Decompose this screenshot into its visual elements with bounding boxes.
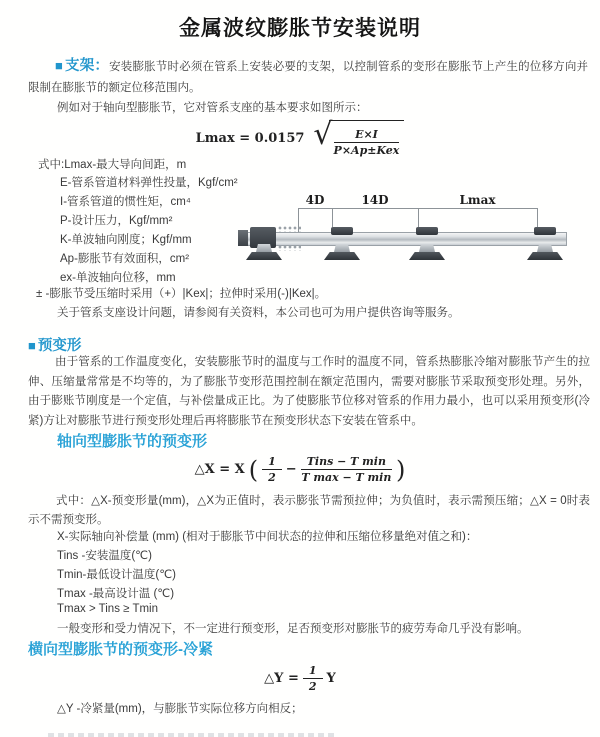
support-base (324, 252, 360, 260)
where-line-lmax: 式中:Lmax-最大导向间距，m (38, 159, 187, 171)
where-line-ex: ex-单波轴向位移，mm (60, 272, 176, 284)
clipped-text-line (48, 733, 338, 737)
deltay-numerator: 1 (303, 664, 323, 679)
section-square-icon: ■ (55, 58, 64, 73)
dim-label-lmax: Lmax (459, 193, 496, 207)
support-intro-text: 安装膨胀节时必须在管系上安装必要的支架，以控制管系的变形在膨胀节上产生的位移方向并限制在膨胀节的额定位移范围内。 (28, 61, 589, 94)
pipe-support (246, 227, 282, 259)
pipe-support (409, 227, 445, 259)
formula-deltax-lhs: △X = X (194, 462, 245, 477)
axial-line-tins: Tins -安装温度(℃) (57, 550, 152, 562)
support-clamp (534, 227, 556, 235)
axial-line-tmax: Tmax -最高设计温 (℃) (57, 588, 175, 600)
predeform-heading-text: 预变形 (37, 338, 82, 354)
formula-deltay-rhs: Y (326, 671, 336, 686)
where-line-p: P-设计压力，Kgf/mm² (60, 215, 173, 227)
formula-lmax-denominator: P×Ap±Kex (333, 144, 400, 157)
axial-line-tmin: Tmin-最低设计温度(℃) (57, 569, 176, 581)
axial-predeform-heading: 轴向型膨胀节的预变形 (57, 433, 208, 450)
dim-label-14d: 14D (361, 193, 389, 207)
pipe-support (527, 227, 563, 259)
temp-numerator: Tins − T min (301, 455, 392, 470)
deltay-denominator: 2 (308, 680, 317, 693)
deltax-note-paragraph: 式中：△X-预变形量(mm)，△X为正值时，表示膨张节需预拉伸；为负值时，表示需预压缩；△X = 0时表示不需预变形。 (28, 495, 590, 526)
support-closing-line: 关于管系支座设计问题，请参阅有关资料，本公司也可为用户提供咨询等服务。 (57, 307, 460, 319)
formula-lmax-lhs: Lmax = 0.0157 (195, 131, 305, 146)
where-line-i: I-管系管道的惯性矩，cm⁴ (60, 196, 191, 208)
dimension-tick (332, 208, 333, 227)
half-denominator: 2 (268, 471, 276, 484)
support-intro-paragraph (28, 55, 588, 99)
support-stem (334, 244, 350, 252)
half-numerator: 1 (262, 455, 282, 470)
minus-sign: − (285, 462, 297, 477)
support-base (409, 252, 445, 260)
support-clamp (416, 227, 438, 235)
formula-deltax (0, 455, 600, 484)
section-predeform-heading (28, 334, 81, 355)
lateral-predeform-heading: 横向型膨胀节的预变形-冷紧 (28, 641, 213, 658)
support-clamp (331, 227, 353, 235)
dimension-tick (418, 208, 419, 227)
where-line-k: K-单波轴向刚度；Kgf/mm (60, 234, 192, 246)
deltay-note-line: △Y -冷紧量(mm)，与膨胀节实际位移方向相反； (57, 703, 303, 715)
where-line-ap: Ap-膨胀节有效面积，cm² (60, 253, 190, 265)
dim-label-4d: 4D (305, 193, 325, 207)
section-support-heading: 支架： (65, 58, 110, 74)
pipe (239, 232, 567, 246)
section-square-icon: ■ (28, 338, 36, 353)
support-example-line: 例如对于轴向型膨胀节，它对管系支座的基本要求如图所示： (57, 102, 368, 114)
support-stem (419, 244, 435, 252)
support-base (527, 252, 563, 260)
formula-deltay (0, 664, 600, 693)
support-stem (256, 244, 272, 252)
axial-line-compare: Tmax > Tins ≥ Tmin (57, 603, 158, 615)
formula-lmax-numerator: E×I (334, 128, 400, 143)
pipe-support (324, 227, 360, 259)
left-paren: ( (248, 455, 259, 484)
pipe-diagram (238, 195, 572, 265)
page-title: 金属波纹膨胀节安装说明 (179, 17, 421, 40)
formula-lmax (0, 117, 600, 157)
axial-line-x: X-实际轴向补偿量 (mm) (相对于膨胀节中间状态的拉伸和压缩位移量绝对值之和)： (57, 531, 478, 543)
support-stem (537, 244, 553, 252)
right-paren: ) (395, 455, 406, 484)
where-line-pm: ± -膨胀节受压缩时采用（+）|Kex|；拉伸时采用(-)|Kex|。 (36, 288, 327, 300)
formula-deltay-lhs: △Y = (264, 671, 299, 686)
where-line-e: E-管系管道材料弹性投量，Kgf/cm² (60, 177, 238, 189)
temp-denominator: T max − T min (301, 471, 392, 484)
support-base (246, 252, 282, 260)
dimension-tick (537, 208, 538, 227)
axial-line-general: 一般变形和受力情况下，不一定进行预变形，足否预变形对膨胀节的疲劳寿命几乎没有影响。 (57, 623, 529, 635)
predeform-paragraph: 由于管系的工作温度变化，安装膨胀节时的温度与工作时的温度不同，管系热膨胀冷缩对膨胀节产生的拉伸、压缩量常常是不均等的，为了膨胀节变形范围控制在额定范围内，需要对膨胀节采取预变形处理。另外，由于膨账节刚度是一个定值，与补偿量成正比。为了使膨胀节位移对管系的作用力最小，也可以采用预变形(冷紧)方让对膨胀节进行预变形处理后再将膨胀节在预变形状态下安装在管系中。 (28, 356, 590, 427)
radical-sign: √ (313, 117, 333, 152)
